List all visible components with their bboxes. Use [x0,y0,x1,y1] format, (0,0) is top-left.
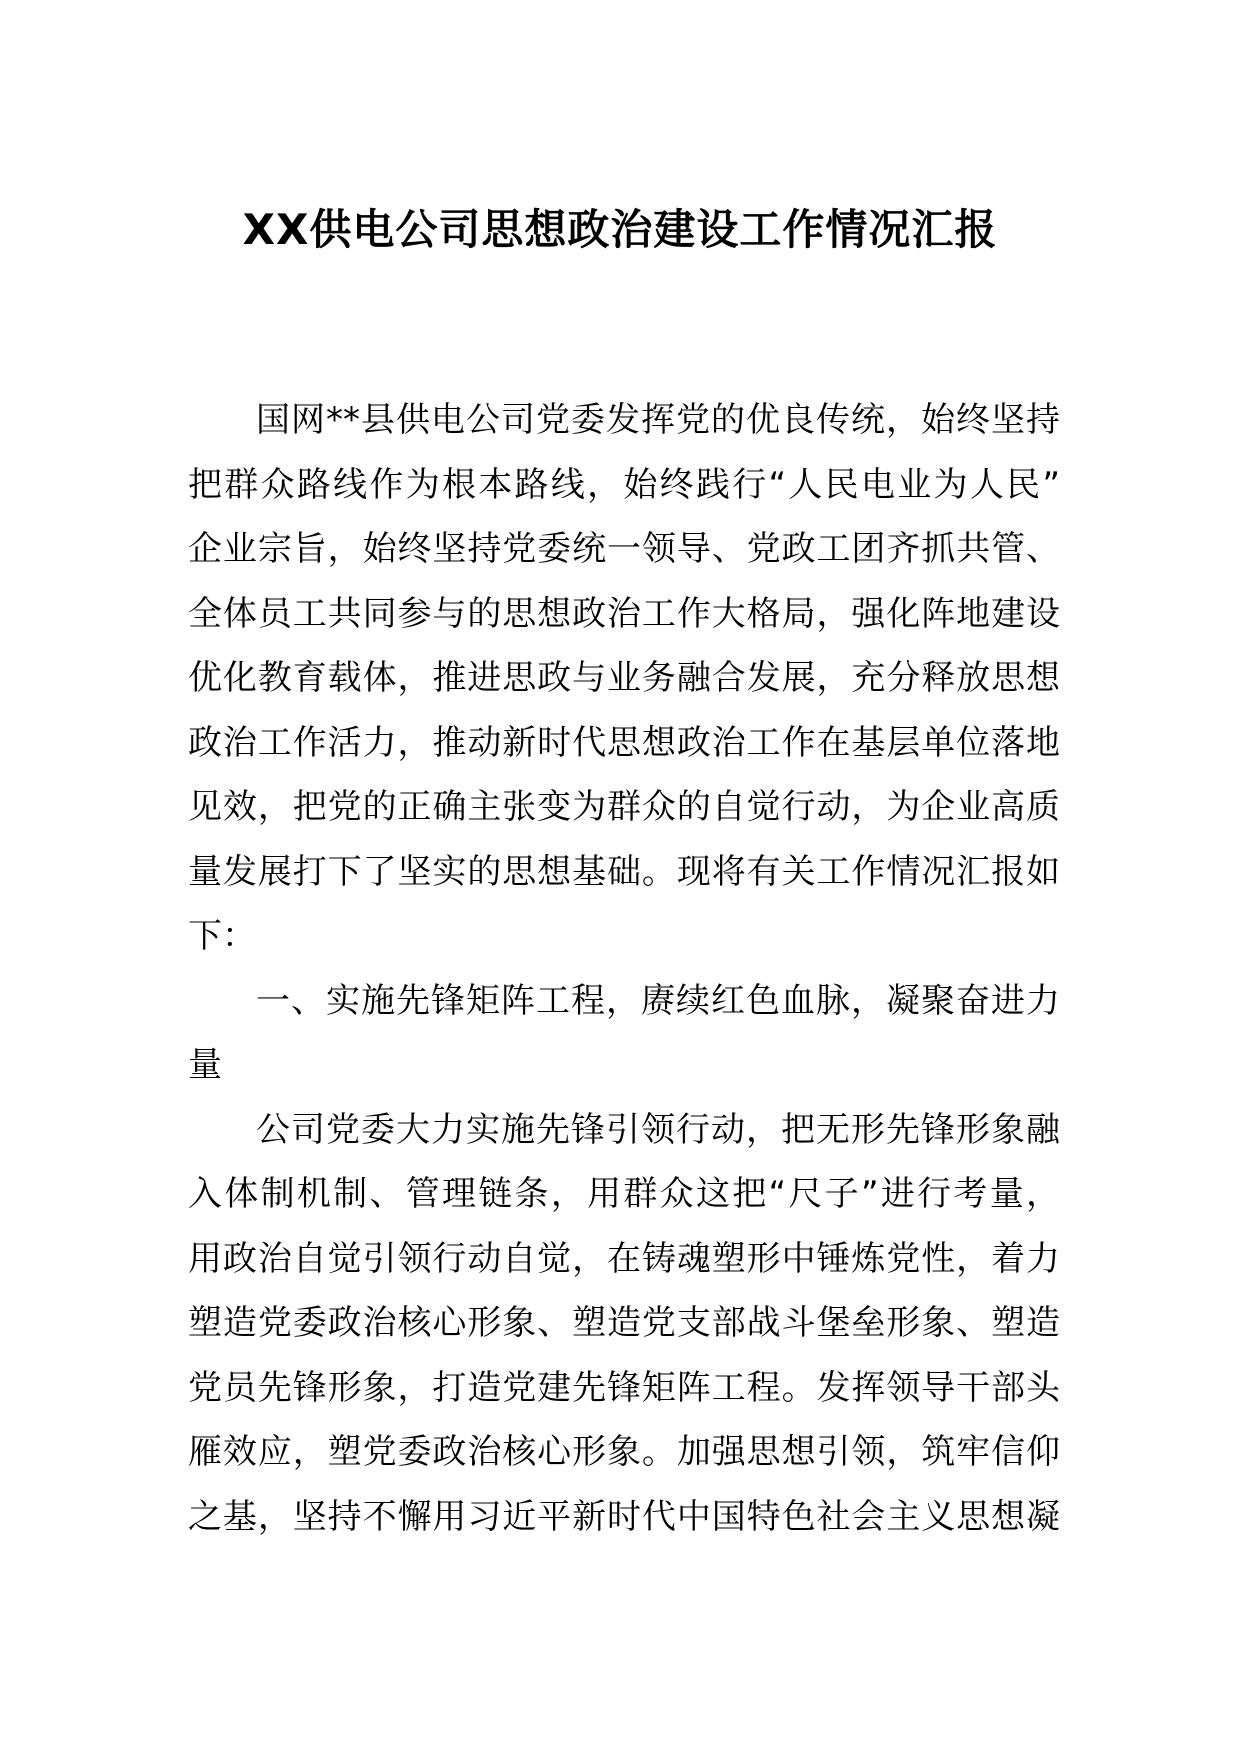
paragraph-line: 下： [188,916,256,956]
paragraph-line: 企业宗旨，始终坚持党委统一领导、党政工团齐抓共管、 [188,529,1060,569]
document-body [188,388,1060,1549]
paragraph-line: 全体员工共同参与的思想政治工作大格局，强化阵地建设 [188,593,1060,634]
paragraph-line: 量发展打下了坚实的思想基础。现将有关工作情况汇报如 [188,851,1060,892]
paragraph-line: 公司党委大力实施先锋引领行动，把无形先锋形象融 [256,1109,1060,1150]
paragraph-line: 政治工作活力，推动新时代思想政治工作在基层单位落地 [188,722,1060,763]
paragraph-line: 党员先锋形象，打造党建先锋矩阵工程。发挥领导干部头 [188,1367,1060,1408]
paragraph-line: 用政治自觉引领行动自觉，在铸魂塑形中锤炼党性，着力 [188,1238,1060,1279]
paragraph-line: 把群众路线作为根本路线，始终践行“人民电业为人民” [188,464,1060,505]
document-title: XX供电公司思想政治建设工作情况汇报 [242,205,998,254]
paragraph-line: 入体制机制、管理链条，用群众这把“尺子”进行考量， [188,1174,1060,1214]
paragraph-line: 塑造党委政治核心形象、塑造党支部战斗堡垒形象、塑造 [188,1303,1060,1343]
paragraph-line: 优化教育载体，推进思政与业务融合发展，充分释放思想 [188,658,1060,698]
section-heading-line: 量 [188,1045,222,1085]
paragraph-line: 国网**县供电公司党委发挥党的优良传统，始终坚持 [256,400,1060,440]
paragraph-line: 雁效应，塑党委政治核心形象。加强思想引领，筑牢信仰 [188,1432,1060,1472]
paragraph-line: 之基，坚持不懈用习近平新时代中国特色社会主义思想凝 [188,1496,1060,1537]
section-heading-line: 一、实施先锋矩阵工程，赓续红色血脉，凝聚奋进力 [256,980,1060,1021]
paragraph-line: 见效，把党的正确主张变为群众的自觉行动，为企业高质 [188,787,1060,827]
